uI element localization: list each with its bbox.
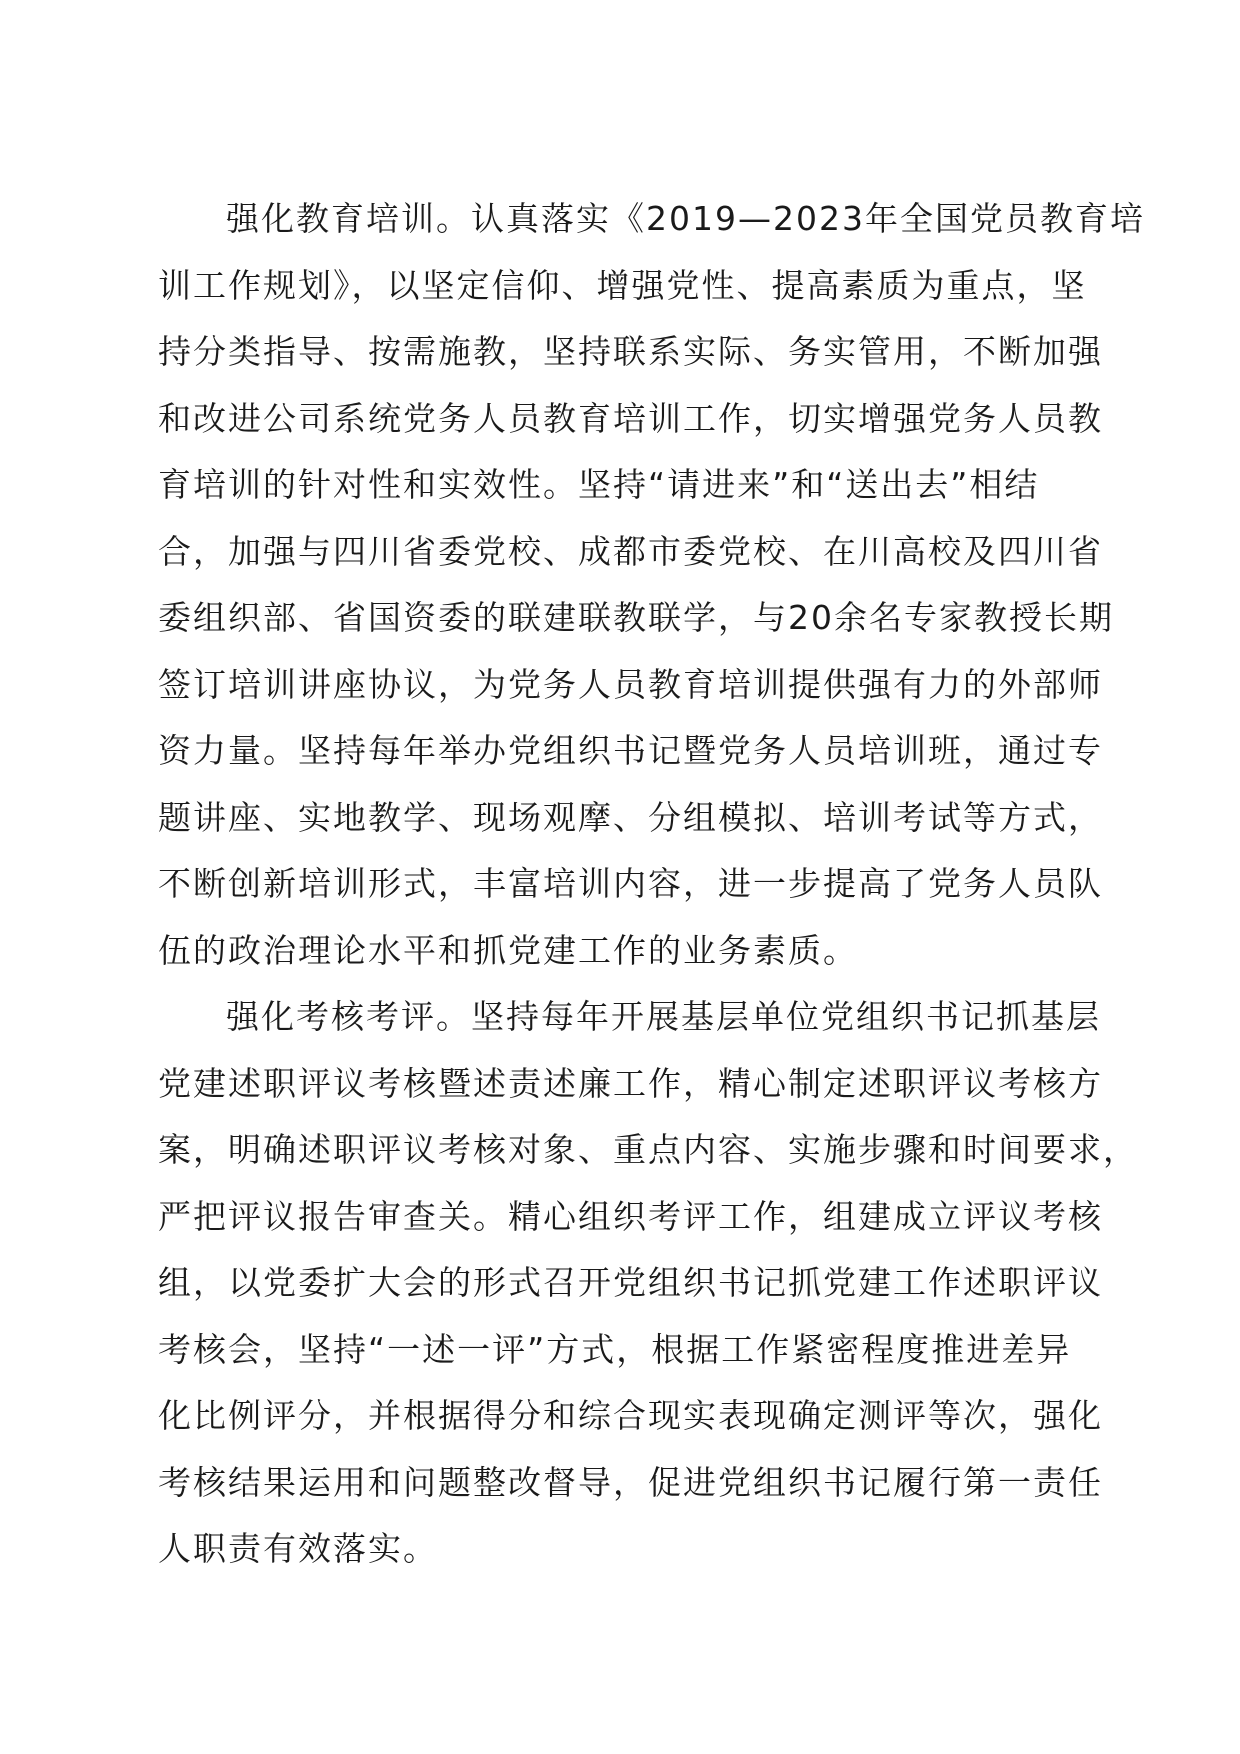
paragraph-line: 考核结果运用和问题整改督导，促进党组织书记履行第一责任: [158, 1462, 1103, 1502]
paragraph-line: 案，明确述职评议考核对象、重点内容、实施步骤和时间要求，: [158, 1130, 1138, 1169]
paragraph-line: 合，加强与四川省委党校、成都市委党校、在川高校及四川省: [158, 531, 1103, 571]
paragraph-line: 党建述职评议考核暨述责述廉工作，精心制定述职评议考核方: [158, 1063, 1103, 1103]
paragraph-line: 签订培训讲座协议，为党务人员教育培训提供强有力的外部师: [158, 664, 1103, 704]
paragraph-line: 不断创新培训形式，丰富培训内容，进一步提高了党务人员队: [158, 864, 1103, 903]
paragraph-line: 考核会，坚持“一述一评”方式，根据工作紧密程度推进差异: [158, 1329, 1072, 1369]
paragraph-line: 严把评议报告审查关。精心组织考评工作，组建成立评议考核: [158, 1196, 1103, 1236]
paragraph-line: 伍的政治理论水平和抓党建工作的业务素质。: [158, 930, 858, 970]
paragraph-line: 委组织部、省国资委的联建联教联学，与20余名专家教授长期: [158, 598, 1114, 637]
paragraph-line: 资力量。坚持每年举办党组织书记暨党务人员培训班，通过专: [158, 731, 1103, 770]
paragraph-assessment-evaluation: [158, 984, 1138, 1583]
paragraph-line: 强化考核考评。坚持每年开展基层单位党组织书记抓基层: [226, 997, 1101, 1036]
paragraph-line: 人职责有效落实。: [158, 1529, 438, 1568]
paragraph-line: 题讲座、实地教学、现场观摩、分组模拟、培训考试等方式，: [158, 797, 1103, 837]
paragraph-line: 组，以党委扩大会的形式召开党组织书记抓党建工作述职评议: [158, 1263, 1103, 1302]
paragraph-line: 强化教育培训。认真落实《2019—2023年全国党员教育培: [226, 199, 1145, 238]
paragraph-education-training: [158, 186, 1145, 984]
paragraph-line: 化比例评分，并根据得分和综合现实表现确定测评等次，强化: [158, 1396, 1103, 1435]
body-text: [158, 186, 1145, 1583]
paragraph-line: 育培训的针对性和实效性。坚持“请进来”和“送出去”相结: [158, 465, 1040, 504]
paragraph-line: 持分类指导、按需施教，坚持联系实际、务实管用，不断加强: [158, 332, 1103, 371]
paragraph-line: 训工作规划》，以坚定信仰、增强党性、提高素质为重点，坚: [158, 265, 1087, 305]
paragraph-line: 和改进公司系统党务人员教育培训工作，切实增强党务人员教: [158, 398, 1103, 438]
